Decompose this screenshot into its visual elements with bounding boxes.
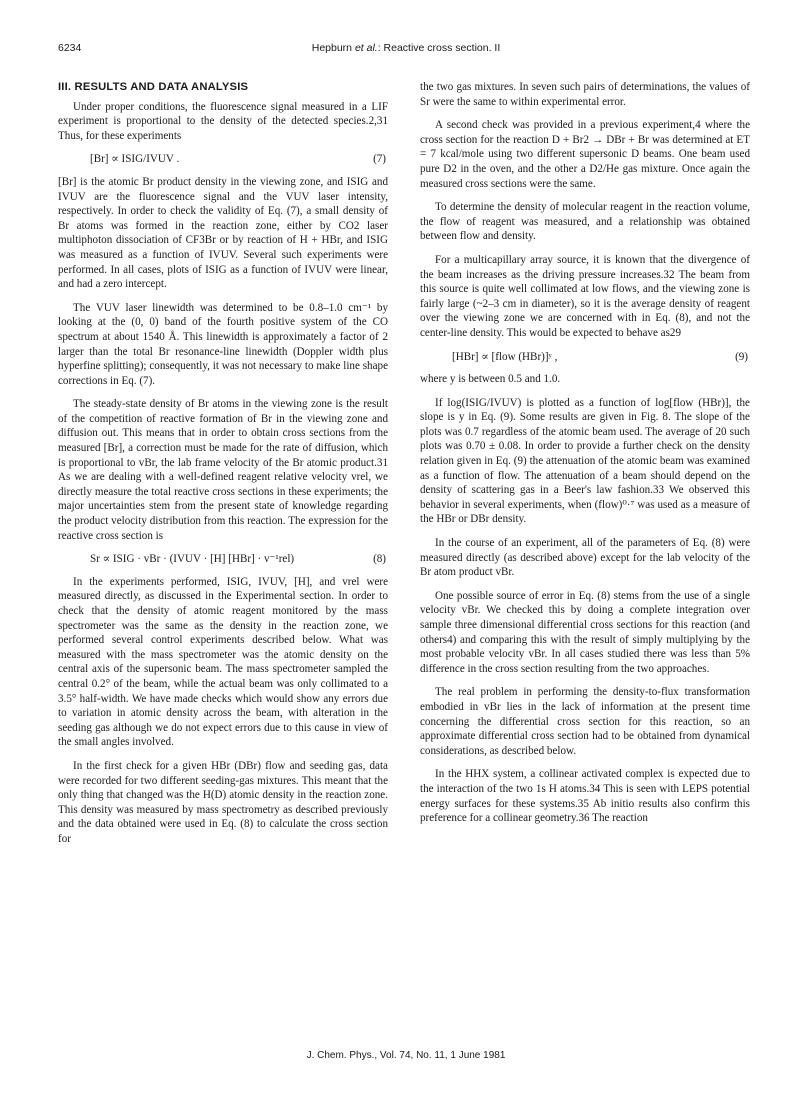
equation-number: (9) [735, 350, 748, 363]
right-column [420, 80, 750, 835]
running-head [58, 42, 754, 54]
paragraph: In the first check for a given HBr (DBr) flow and seeding gas, data were recorded for two different seeding-gas mixtures. This meant that the only thing that changed was the H(D) atomic density in the reaction zone. This density was measured by mass spectrometry as described previously and the data obtained were used in Eq. (8) to calculate the cross section for [58, 759, 388, 845]
equation-9 [420, 350, 750, 365]
paragraph: [Br] is the atomic Br product density in the viewing zone, and ISIG and IVUV are the fluorescence signal and the VUV laser intensity, respectively. In order to check the validity of Eq. (7), a small density of Br atoms was formed in the reaction zone, either by CO2 laser multiphoton dissociation of CF3Br or by reaction of H + HBr, and ISIG was measured as a function of IVUV. Several such experiments were performed. In all cases, plots of ISIG as a function of IVUV were linear, and had a zero intercept. [58, 175, 388, 291]
paragraph: the two gas mixtures. In seven such pairs of determinations, the values of Sr were the same to within experimental error. [420, 81, 750, 108]
paragraph: Under proper conditions, the fluorescence signal measured in a LIF experiment is proportional to the density of the detected species.2,31 Thus, for these experiments [58, 100, 388, 142]
paragraph: In the experiments performed, ISIG, IVUV, [H], and vrel were measured directly, as discussed in the Experimental section. In order to check that the density of atomic reagent monitored by the mass spectrometer was the same as the density in the reaction zone, we performed several control experiments described below. What was measured with the mass spectrometer was the atomic density on the central axis of the supersonic beam. The mass spectrometer sampled the central 0.2° of the beam, while the actual beam was only collimated to a 3.5° half-width. We have made checks which would show any errors due to variation in atomic density across the beam, with alteration in the seeding gas although we do not expect errors due to this cause in view of the small angles involved. [58, 575, 388, 749]
paragraph: For a multicapillary array source, it is known that the divergence of the beam increases as the driving pressure increases.32 The beam from this source is quite well collimated at low flows, and the viewing zone is fairly large (~2–3 cm in diameter), so it is the average density of reagent over the viewing zone we are concerned with in Eq. (8), and not the center-line density. This would be expected to behave as29 [420, 253, 750, 339]
paragraph: One possible source of error in Eq. (8) stems from the use of a single velocity vBr. We checked this by doing a complete integration over sample three dimensional differential cross sections for this reaction (and others4) and comparing this with the result of simply multiplying by the most probable velocity vBr. In all cases studied there was less than 5% difference in the cross section resulting from the two approaches. [420, 589, 750, 675]
page-footer: J. Chem. Phys., Vol. 74, No. 11, 1 June 1981 [306, 1050, 506, 1061]
equation-number: (8) [373, 553, 386, 566]
equation-body: [HBr] ∝ [flow (HBr)]ʸ , [452, 350, 558, 363]
running-head-authors: Hepburn [311, 42, 355, 54]
paragraph: In the HHX system, a collinear activated complex is expected due to the interaction of the two 1s H atoms.34 This is seen with LEPS potential energy surfaces for these systems.35 Ab initio results also confirm this preference for a collinear geometry.36 The reaction [420, 768, 750, 825]
left-column [58, 80, 388, 856]
equation-7 [58, 152, 388, 167]
page-number: 6234 [58, 42, 82, 54]
page-header [58, 42, 754, 60]
paragraph: In the course of an experiment, all of the parameters of Eq. (8) were measured directly (as described above) except for the lab velocity of the Br atom product vBr. [420, 537, 750, 579]
paragraph: The steady-state density of Br atoms in the viewing zone is the result of the competition of reactive formation of Br in the viewing zone and diffusion out. This means that in order to obtain cross sections from the measured [Br], a correction must be made for the rate of diffusion, which is proportional to vBr, the lab frame velocity of the Br atomic product.31 As we are dealing with a well-defined reagent relative velocity vrel, we directly measure the total reactive cross sections in these experiments; the major uncertainties stem from the present state of knowledge regarding the product velocity distribution from this reaction. The expression for the reactive cross section is [58, 398, 388, 542]
paragraph: where y is between 0.5 and 1.0. [420, 373, 561, 386]
equation-8 [58, 552, 388, 567]
section-heading: III. RESULTS AND DATA ANALYSIS [58, 81, 249, 93]
running-head-title: : Reactive cross section. II [377, 42, 501, 54]
paragraph: The real problem in performing the density-to-flux transformation embodied in vBr lies in the lack of information at the present time concerning the differential cross section for this reaction, so an approximate differential cross section had to be obtained from dynamical considerations, as described below. [420, 686, 750, 757]
paragraph: To determine the density of molecular reagent in the reaction volume, the flow of reagent was measured, and a relationship was obtained between flow and density. [420, 201, 750, 243]
paragraph: The VUV laser linewidth was determined to be 0.8–1.0 cm⁻¹ by looking at the (0, 0) band of the fourth positive system of the CO spectrum at about 1540 Å. This linewidth is approximately a factor of 2 larger than the total Br resonance-line linewidth (Doppler width plus hyperfine splitting); consequently, it was not necessary to make line shape corrections in Eq. (7). [58, 301, 388, 387]
running-head-etal: et al. [354, 42, 378, 54]
paragraph: If log(ISIG/IVUV) is plotted as a function of log[flow (HBr)], the slope is y in Eq. (9). Some results are given in Fig. 8. The slope of the plots was 0.7 regardless of the atomic beam used. The average of 20 such plots was 0.70 ± 0.08. In order to provide a further check on the density relation given in Eq. (9) the attenuation of the atomic beam was examined as a function of flow. The attenuation of a beam should depend on the density of scattering gas in a Beer's law fashion.33 We observed this behavior in several experiments, when (flow)⁰·⁷ was used as a measure of the HBr or DBr density. [420, 396, 750, 526]
paragraph: A second check was provided in a previous experiment,4 where the cross section for the reaction D + Br2 → DBr + Br was determined at ET = 7 kcal/mole using two different supersonic D beams. One beam used pure D2 in the oven, and the other a D2/He gas mixture. Once again the measured cross sections were the same. [420, 119, 750, 190]
equation-number: (7) [373, 153, 386, 166]
equation-body: Sr ∝ ISIG · vBr · (IVUV · [H] [HBr] · v⁻¹rel) [90, 553, 295, 566]
equation-body: [Br] ∝ ISIG/IVUV . [90, 153, 180, 166]
